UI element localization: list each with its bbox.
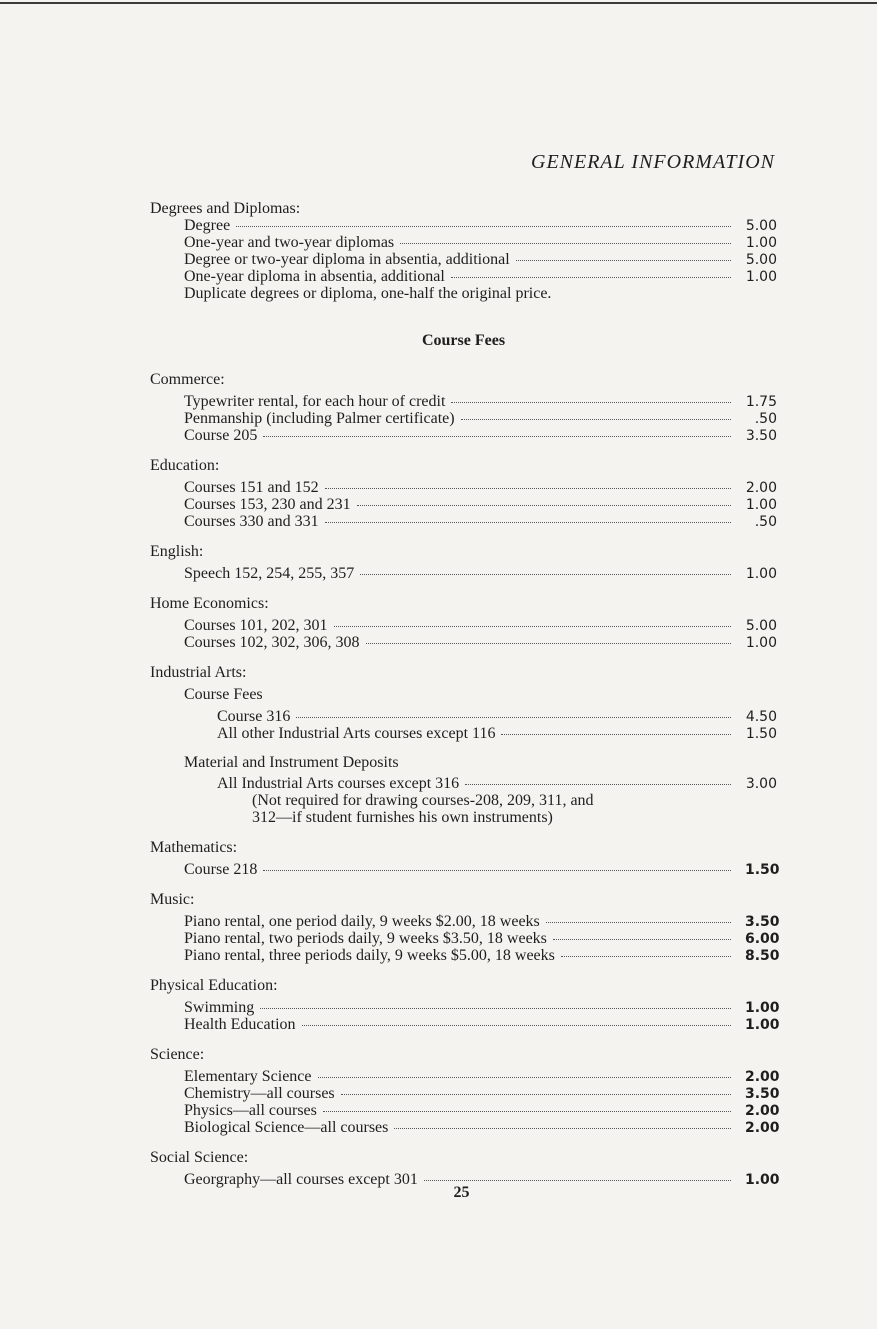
section-heading: Music: [150, 891, 195, 908]
fee-row: Piano rental, two periods daily, 9 weeks $3.50, 18 weeks 6.00 [184, 930, 780, 947]
fee-row: Swimming 1.00 [184, 999, 780, 1016]
fee-row: Georgraphy—all courses except 301 1.00 [184, 1171, 780, 1188]
fee-row: Degree or two-year diploma in absentia, additional 5.00 [184, 251, 777, 268]
fee-row: Course 205 3.50 [184, 427, 777, 444]
section-heading: Education: [150, 457, 220, 474]
fee-schedule [150, 200, 780, 1188]
fee-row: Course 218 1.50 [184, 861, 780, 878]
subsection-heading: Course Fees [184, 686, 263, 703]
mathematics-section [150, 839, 780, 878]
course-fees-title: Course Fees [421, 332, 506, 349]
fee-row: Health Education 1.00 [184, 1016, 780, 1033]
music-section [150, 891, 780, 964]
deposit-note: (Not required for drawing courses-208, 209, 311, and [252, 792, 594, 809]
degrees-section [150, 200, 777, 302]
section-heading: Home Economics: [150, 595, 269, 612]
fee-row: Course 316 4.50 [217, 708, 777, 725]
section-heading: Degrees and Diplomas: [150, 200, 301, 217]
fee-row: Piano rental, one period daily, 9 weeks $2.00, 18 weeks 3.50 [184, 913, 780, 930]
fee-row: Courses 151 and 152 2.00 [184, 479, 777, 496]
home-economics-section [150, 595, 777, 651]
fee-row: One-year and two-year diplomas 1.00 [184, 234, 777, 251]
fee-row: Biological Science—all courses 2.00 [184, 1119, 780, 1136]
fee-row: Courses 102, 302, 306, 308 1.00 [184, 634, 777, 651]
social-science-section [150, 1149, 780, 1188]
fee-row: Elementary Science 2.00 [184, 1068, 780, 1085]
subsection-heading: Material and Instrument Deposits [184, 754, 399, 771]
fee-row: One-year diploma in absentia, additional 1.00 [184, 268, 777, 285]
fee-row: Courses 153, 230 and 231 1.00 [184, 496, 777, 513]
fee-row: All Industrial Arts courses except 316 3.00 [217, 775, 777, 792]
top-rule [0, 2, 877, 4]
degrees-note: Duplicate degrees or diploma, one-half the original price. [184, 285, 552, 302]
section-heading: Commerce: [150, 371, 225, 388]
section-heading: Physical Education: [150, 977, 278, 994]
section-heading: Science: [150, 1046, 205, 1063]
page-header: GENERAL INFORMATION [531, 151, 775, 173]
english-section [150, 543, 777, 582]
commerce-section [150, 371, 777, 444]
science-section [150, 1046, 780, 1136]
section-heading: Industrial Arts: [150, 664, 247, 681]
section-heading: Social Science: [150, 1149, 249, 1166]
fee-row: Piano rental, three periods daily, 9 weeks $5.00, 18 weeks 8.50 [184, 947, 780, 964]
page-number: 25 [453, 1184, 470, 1201]
fee-row: Speech 152, 254, 255, 357 1.00 [184, 565, 777, 582]
section-heading: Mathematics: [150, 839, 238, 856]
deposit-note: 312—if student furnishes his own instruments) [252, 809, 553, 826]
fee-row: Chemistry—all courses 3.50 [184, 1085, 780, 1102]
fee-row: Penmanship (including Palmer certificate) .50 [184, 410, 777, 427]
fee-row: Physics—all courses 2.00 [184, 1102, 780, 1119]
fee-row: Typewriter rental, for each hour of credit 1.75 [184, 393, 777, 410]
section-heading: English: [150, 543, 204, 560]
fee-row: Courses 101, 202, 301 5.00 [184, 617, 777, 634]
education-section [150, 457, 777, 530]
fee-row: Courses 330 and 331 .50 [184, 513, 777, 530]
physical-education-section [150, 977, 780, 1033]
fee-row: All other Industrial Arts courses except 116 1.50 [217, 725, 777, 742]
fee-row: Degree 5.00 [184, 217, 777, 234]
industrial-arts-section [150, 664, 777, 826]
